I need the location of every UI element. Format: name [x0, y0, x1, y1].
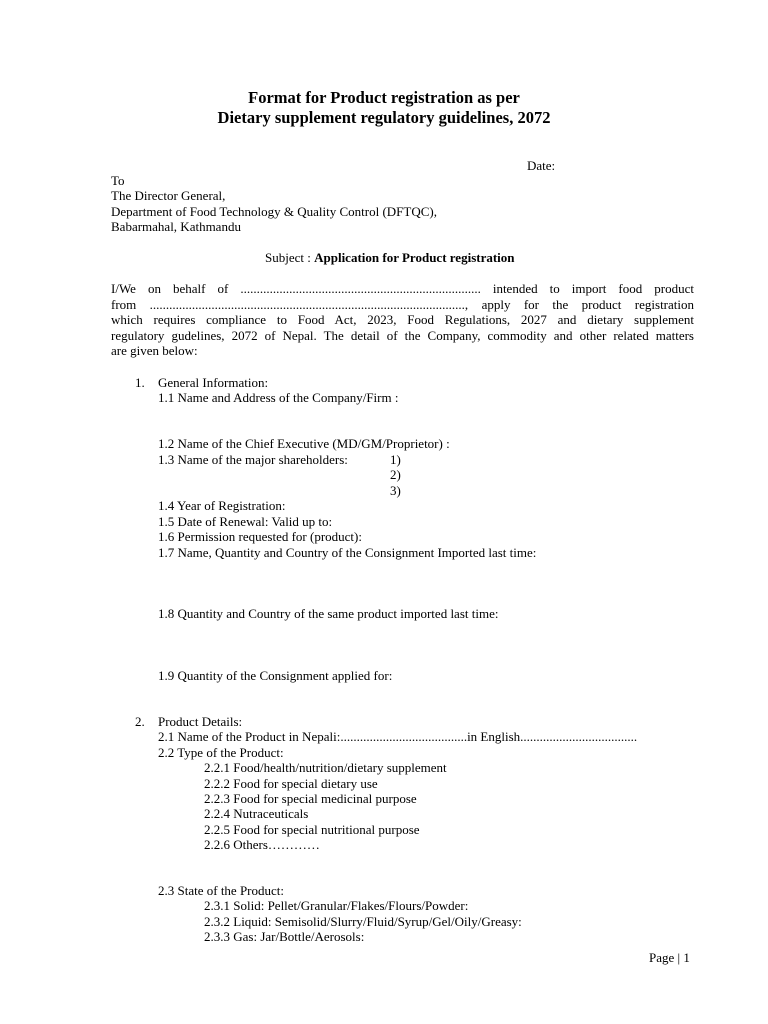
intro-line: are given below:	[111, 343, 198, 358]
state-2-3-2: 2.3.2 Liquid: Semisolid/Slurry/Fluid/Syrup/Gel/Oily/Greasy:	[204, 914, 522, 929]
subject-prefix: Subject :	[265, 250, 315, 265]
item-2-3: 2.3 State of the Product:	[158, 883, 285, 898]
item-1-1: 1.1 Name and Address of the Company/Firm :	[158, 390, 399, 405]
intro-paragraph	[111, 281, 694, 359]
item-1-6: 1.6 Permission requested for (product):	[158, 529, 362, 544]
type-2-2-3: 2.2.3 Food for special medicinal purpose	[204, 791, 417, 806]
type-2-2-6: 2.2.6 Others…………	[204, 837, 320, 852]
subject-line	[265, 250, 515, 266]
intro-line: I/We on behalf of .......................................................................... intended to import food product	[111, 281, 694, 296]
shareholder-1: 1)	[390, 452, 401, 467]
type-2-2-5: 2.2.5 Food for special nutritional purpose	[204, 822, 420, 837]
type-2-2-4: 2.2.4 Nutraceuticals	[204, 806, 309, 821]
shareholder-2: 2)	[390, 467, 401, 482]
item-1-9: 1.9 Quantity of the Consignment applied for:	[158, 668, 393, 683]
type-2-2-1: 2.2.1 Food/health/nutrition/dietary supplement	[204, 760, 447, 775]
document-title-line-2: Dietary supplement regulatory guidelines, 2072	[217, 108, 551, 127]
intro-line: from ................................................................................................., apply for the product registration	[111, 296, 694, 312]
item-2-2: 2.2 Type of the Product:	[158, 745, 284, 760]
page-number: Page | 1	[649, 950, 690, 965]
state-2-3-1: 2.3.1 Solid: Pellet/Granular/Flakes/Flours/Powder:	[204, 898, 469, 913]
address-to: To	[111, 173, 125, 188]
document-title-line-1: Format for Product registration as per	[248, 88, 520, 107]
section-2-heading: Product Details:	[158, 714, 243, 729]
item-1-7: 1.7 Name, Quantity and Country of the Consignment Imported last time:	[158, 545, 537, 560]
item-1-3: 1.3 Name of the major shareholders:	[158, 452, 348, 467]
intro-line: which requires compliance to Food Act, 2023, Food Regulations, 2027 and dietary supplement	[111, 312, 694, 327]
state-2-3-3: 2.3.3 Gas: Jar/Bottle/Aerosols:	[204, 929, 365, 944]
shareholder-3: 3)	[390, 483, 401, 498]
intro-line: regulatory gudelines, 2072 of Nepal. The detail of the Company, commodity and other related matters	[111, 327, 694, 343]
subject-text: Application for Product registration	[314, 250, 515, 265]
address-location: Babarmahal, Kathmandu	[111, 219, 241, 234]
date-label: Date:	[527, 158, 556, 173]
item-1-4: 1.4 Year of Registration:	[158, 498, 286, 513]
item-1-2: 1.2 Name of the Chief Executive (MD/GM/Proprietor) :	[158, 436, 450, 451]
type-2-2-2: 2.2.2 Food for special dietary use	[204, 776, 378, 791]
section-1-heading: General Information:	[158, 375, 269, 390]
section-1-number: 1.	[135, 375, 145, 390]
section-2-number: 2.	[135, 714, 145, 729]
item-1-8: 1.8 Quantity and Country of the same product imported last time:	[158, 606, 499, 621]
address-recipient: The Director General,	[111, 188, 226, 203]
item-1-5: 1.5 Date of Renewal: Valid up to:	[158, 514, 333, 529]
item-2-1: 2.1 Name of the Product in Nepali:.......................................in English....................................	[158, 729, 638, 744]
address-department: Department of Food Technology & Quality Control (DFTQC),	[111, 204, 437, 219]
